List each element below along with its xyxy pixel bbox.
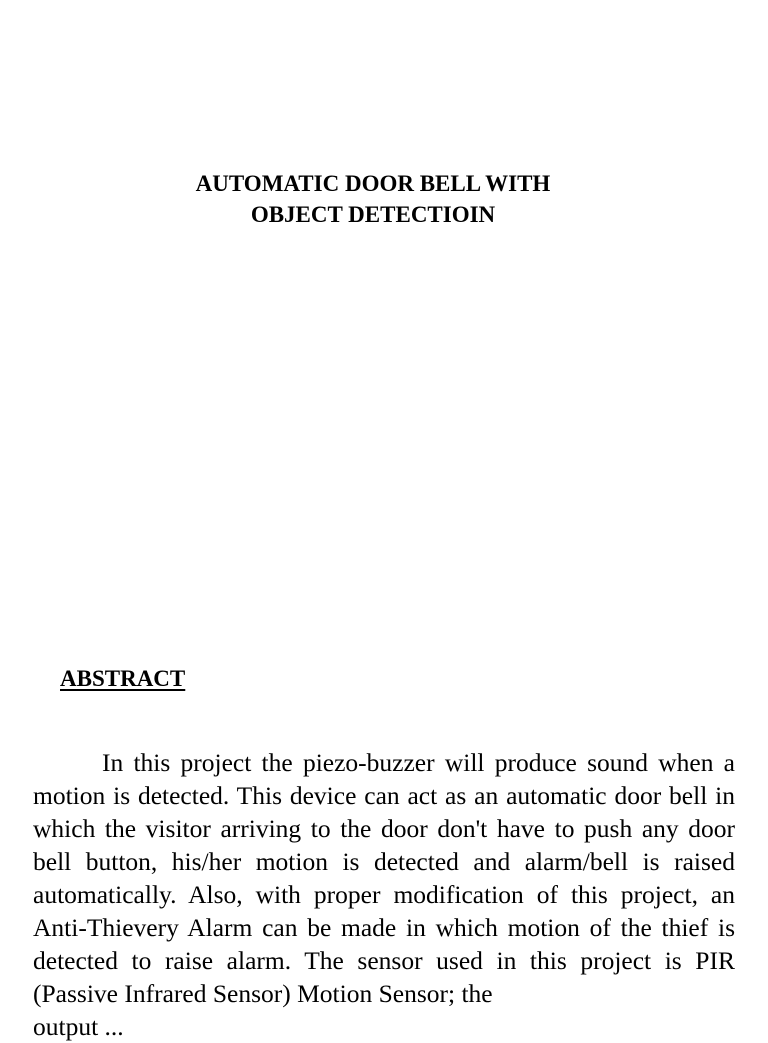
title-line-2: OBJECT DETECTIOIN [250,202,496,227]
title-line-1: AUTOMATIC DOOR BELL WITH [195,171,551,196]
abstract-heading: ABSTRACT [60,666,186,691]
abstract-paragraph: In this project the piezo-buzzer will produce sound when a motion is detected. This device can act as an automatic door bell in which the visitor arriving to the door don't have to push any door bell button, his/her motion is detected and alarm/bell is raised automatically. Also, with proper modification of this project, an Anti-Thievery Alarm can be made in which motion of the thief is detected to raise alarm. The sensor used in this project is PIR (Passive Infrared Sensor) Motion Sensor; the [33,748,735,1008]
document-title [0,168,746,230]
cutoff-text-line: output ... [33,1012,124,1041]
